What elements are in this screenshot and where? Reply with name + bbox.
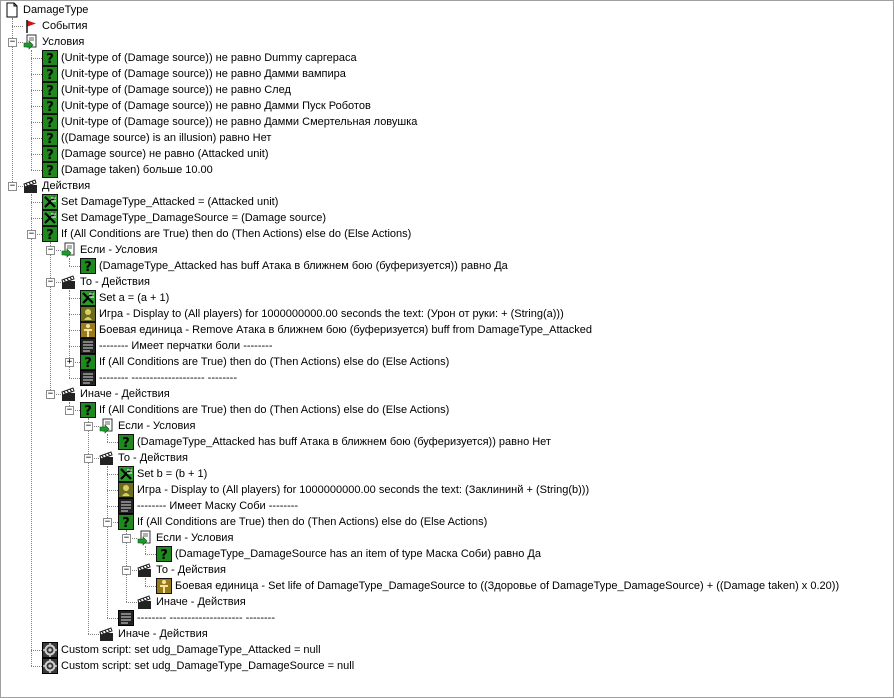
tree-node-t4[interactable] <box>80 338 273 354</box>
tree-connector <box>31 50 32 170</box>
tree-node-label[interactable]: (Unit-type of (Damage source)) не равно Дамми вампира <box>61 68 346 80</box>
tree-node-label[interactable]: (Unit-type of (Damage source)) не равно Дамми Смертельная ловушка <box>61 116 418 128</box>
tree-node-label[interactable]: Игра - Display to (All players) for 1000000000.00 seconds the text: (Заклининй + (String(b))) <box>137 484 590 496</box>
tree-connector <box>107 442 118 443</box>
tree-node-label[interactable]: То - Действия <box>118 452 188 464</box>
tree-node-label[interactable]: -------- -------------------- -------- <box>137 612 275 624</box>
tree-node-t2[interactable] <box>80 306 564 322</box>
comment-icon <box>80 338 96 354</box>
tree-node-c5[interactable] <box>42 114 417 130</box>
comment-icon <box>80 370 96 386</box>
collapse-icon[interactable]: − <box>123 533 130 543</box>
tree-node-label[interactable]: Игра - Display to (All players) for 1000000000.00 seconds the text: (Урон от руки: + (String(a))) <box>99 308 564 320</box>
tree-node-s1[interactable] <box>42 642 321 658</box>
tree-connector <box>31 218 42 219</box>
svg-text:?: ? <box>122 436 130 450</box>
collapse-icon[interactable]: − <box>47 245 54 255</box>
unit-icon <box>156 578 172 594</box>
tree-node-if3e[interactable] <box>137 594 246 610</box>
tree-node-label[interactable]: Иначе - Действия <box>156 596 246 608</box>
set-variable-icon <box>80 290 96 306</box>
collapse-icon[interactable]: − <box>9 181 16 191</box>
tree-node-label[interactable]: If (All Conditions are True) then do (Then Actions) else do (Else Actions) <box>99 356 450 368</box>
collapse-icon[interactable]: − <box>47 389 54 399</box>
document-icon <box>4 2 20 18</box>
tree-connector <box>145 578 146 586</box>
tree-node-label[interactable]: Боевая единица - Set life of DamageType_DamageSource to ((Здоровье of DamageType_DamageSource) + ((Damage taken) x 0.20)) <box>175 580 840 592</box>
svg-text:?: ? <box>46 84 54 98</box>
collapse-icon[interactable]: − <box>66 405 73 415</box>
clapper-icon <box>61 274 77 290</box>
svg-text:?: ? <box>46 228 54 242</box>
tree-node-label[interactable]: (Damage source) не равно (Attacked unit) <box>61 148 269 160</box>
clapper-icon <box>137 594 153 610</box>
tree-node-label[interactable]: If (All Conditions are True) then do (Then Actions) else do (Else Actions) <box>137 516 488 528</box>
tree-node-label[interactable]: Иначе - Действия <box>80 388 170 400</box>
tree-node-u1[interactable] <box>118 466 207 482</box>
question-icon <box>118 434 134 450</box>
tree-node-u5[interactable] <box>118 610 275 626</box>
tree-node-label[interactable]: Custom script: set udg_DamageType_Attacked = null <box>61 644 321 656</box>
tree-node-label[interactable]: Если - Условия <box>80 244 158 256</box>
question-icon <box>42 114 58 130</box>
tree-node-label[interactable]: Set DamageType_Attacked = (Attacked unit) <box>61 196 279 208</box>
tree-connector <box>31 170 42 171</box>
collapse-icon[interactable]: − <box>123 565 130 575</box>
tree-connector <box>69 258 70 266</box>
tree-node-if1c[interactable] <box>61 242 157 258</box>
tree-node-label[interactable]: То - Действия <box>156 564 226 576</box>
tree-node-label[interactable]: События <box>42 20 88 32</box>
tree-node-label[interactable]: (Damage taken) больше 10.00 <box>61 164 213 176</box>
clapper-icon <box>61 386 77 402</box>
expand-icon[interactable]: + <box>66 357 73 367</box>
tree-node-if3t[interactable] <box>137 562 226 578</box>
tree-node-c8[interactable] <box>42 162 213 178</box>
collapse-icon[interactable]: − <box>104 517 111 527</box>
question-icon <box>118 514 134 530</box>
tree-node-label[interactable]: Если - Условия <box>118 420 196 432</box>
clapper-icon <box>99 626 115 642</box>
tree-node-label[interactable]: Иначе - Действия <box>118 628 208 640</box>
tree-node-t3[interactable] <box>80 322 592 338</box>
tree-connector <box>145 554 156 555</box>
svg-text:?: ? <box>84 260 92 274</box>
question-icon <box>156 546 172 562</box>
tree-connector <box>12 26 23 27</box>
collapse-icon[interactable]: − <box>85 453 92 463</box>
tree-node-label[interactable]: Set DamageType_DamageSource = (Damage source) <box>61 212 327 224</box>
clapper-icon <box>99 450 115 466</box>
tree-node-if2e[interactable] <box>99 626 208 642</box>
tree-connector <box>145 586 156 587</box>
tree-node-label[interactable]: -------- Имеет перчатки боли -------- <box>99 340 273 352</box>
tree-node-u3[interactable] <box>118 498 298 514</box>
tree-node-if3[interactable] <box>118 514 487 530</box>
tree-node-t1[interactable] <box>80 290 169 306</box>
question-icon <box>42 146 58 162</box>
question-icon <box>42 82 58 98</box>
tree-node-t5[interactable] <box>80 354 449 370</box>
tree-node-s2[interactable] <box>42 658 354 674</box>
collapse-icon[interactable]: − <box>28 229 35 239</box>
tree-node-conds[interactable] <box>23 34 84 50</box>
question-icon <box>80 354 96 370</box>
tree-node-a1[interactable] <box>42 194 278 210</box>
tree-connector <box>31 194 32 666</box>
tree-node-label[interactable]: DamageType <box>23 4 89 16</box>
question-icon <box>42 66 58 82</box>
question-icon <box>80 258 96 274</box>
tree-node-if1e[interactable] <box>61 386 170 402</box>
tree-connector <box>107 474 118 475</box>
tree-node-label[interactable]: Если - Условия <box>156 532 234 544</box>
question-icon <box>42 226 58 242</box>
tree-node-if2c1[interactable] <box>118 434 551 450</box>
tree-node-label[interactable]: (DamageType_Attacked has buff Атака в ближнем бою (буферизуется)) равно Нет <box>137 436 551 448</box>
tree-node-label[interactable]: То - Действия <box>80 276 150 288</box>
tree-connector <box>69 298 80 299</box>
clapper-icon <box>137 562 153 578</box>
script-icon <box>42 658 58 674</box>
tree-node-label[interactable]: Условия <box>42 36 85 48</box>
trigger-tree[interactable] <box>1 1 893 697</box>
set-variable-icon <box>118 466 134 482</box>
tree-node-label[interactable]: Set a = (a + 1) <box>99 292 170 304</box>
tree-node-if3t1[interactable] <box>156 578 839 594</box>
tree-node-label[interactable]: (Unit-type of (Damage source)) не равно Dummy саргераса <box>61 52 357 64</box>
tree-node-label[interactable]: Боевая единица - Remove Атака в ближнем бою (буферизуется) buff from DamageType_Attacked <box>99 324 592 336</box>
tree-node-c3[interactable] <box>42 82 291 98</box>
question-icon <box>42 162 58 178</box>
conditions-icon <box>23 34 39 50</box>
clapper-icon <box>23 178 39 194</box>
tree-node-label[interactable]: (DamageType_Attacked has buff Атака в ближнем бою (буферизуется)) равно Да <box>99 260 508 272</box>
conditions-icon <box>61 242 77 258</box>
tree-node-u2[interactable] <box>118 482 589 498</box>
svg-text:?: ? <box>84 404 92 418</box>
tree-node-root[interactable] <box>4 2 88 18</box>
tree-node-label[interactable]: (Unit-type of (Damage source)) не равно Дамми Пуск Роботов <box>61 100 371 112</box>
unit-icon <box>80 322 96 338</box>
tree-connector <box>31 74 42 75</box>
svg-text:?: ? <box>84 356 92 370</box>
tree-connector <box>31 58 42 59</box>
tree-node-label[interactable]: If (All Conditions are True) then do (Then Actions) else do (Else Actions) <box>61 228 412 240</box>
comment-icon <box>118 498 134 514</box>
tree-node-t6[interactable] <box>80 370 237 386</box>
tree-connector <box>88 634 99 635</box>
game-icon <box>118 482 134 498</box>
question-icon <box>42 98 58 114</box>
game-icon <box>80 306 96 322</box>
svg-text:?: ? <box>122 516 130 530</box>
svg-text:?: ? <box>46 164 54 178</box>
question-icon <box>42 50 58 66</box>
tree-connector <box>145 546 146 554</box>
conditions-icon <box>137 530 153 546</box>
tree-node-label[interactable]: -------- -------------------- -------- <box>99 372 237 384</box>
tree-connector <box>107 490 118 491</box>
conditions-icon <box>99 418 115 434</box>
tree-node-if2[interactable] <box>80 402 449 418</box>
tree-node-label[interactable]: Custom script: set udg_DamageType_DamageSource = null <box>61 660 355 672</box>
tree-node-c2[interactable] <box>42 66 346 82</box>
tree-connector <box>69 378 80 379</box>
tree-connector <box>31 666 42 667</box>
tree-node-label[interactable]: -------- Имеет Маску Соби -------- <box>137 500 299 512</box>
tree-connector <box>69 330 80 331</box>
tree-connector <box>69 314 80 315</box>
tree-connector <box>69 266 80 267</box>
tree-connector <box>107 506 118 507</box>
tree-node-label[interactable]: (Unit-type of (Damage source)) не равно След <box>61 84 291 96</box>
comment-icon <box>118 610 134 626</box>
svg-text:?: ? <box>46 52 54 66</box>
question-icon <box>42 130 58 146</box>
svg-text:?: ? <box>46 116 54 130</box>
tree-connector <box>107 618 118 619</box>
tree-connector <box>50 242 51 394</box>
set-variable-icon <box>42 194 58 210</box>
tree-node-a2[interactable] <box>42 210 326 226</box>
tree-node-acts[interactable] <box>23 178 90 194</box>
svg-text:?: ? <box>46 132 54 146</box>
svg-text:?: ? <box>160 548 168 562</box>
tree-node-if1c1[interactable] <box>80 258 508 274</box>
svg-text:?: ? <box>46 148 54 162</box>
tree-node-if1t[interactable] <box>61 274 150 290</box>
tree-connector <box>88 418 89 634</box>
tree-node-label[interactable]: If (All Conditions are True) then do (Then Actions) else do (Else Actions) <box>99 404 450 416</box>
tree-connector <box>126 602 137 603</box>
tree-node-events[interactable] <box>23 18 87 34</box>
script-icon <box>42 642 58 658</box>
question-icon <box>80 402 96 418</box>
tree-node-if2c[interactable] <box>99 418 195 434</box>
collapse-icon[interactable]: − <box>85 421 92 431</box>
tree-connector <box>31 90 42 91</box>
tree-node-if3c1[interactable] <box>156 546 541 562</box>
svg-text:?: ? <box>46 100 54 114</box>
tree-node-c4[interactable] <box>42 98 371 114</box>
tree-connector <box>107 466 108 618</box>
tree-connector <box>31 138 42 139</box>
collapse-icon[interactable]: − <box>47 277 54 287</box>
set-variable-icon <box>42 210 58 226</box>
tree-node-label[interactable]: ((Damage source) is an illusion) равно Нет <box>61 132 272 144</box>
tree-node-label[interactable]: (DamageType_DamageSource has an item of type Маска Соби) равно Да <box>175 548 541 560</box>
tree-connector <box>31 202 42 203</box>
tree-node-label[interactable]: Set b = (b + 1) <box>137 468 208 480</box>
tree-connector <box>69 346 80 347</box>
tree-connector <box>31 106 42 107</box>
tree-node-if2t[interactable] <box>99 450 188 466</box>
flag-icon <box>23 18 39 34</box>
tree-connector <box>31 650 42 651</box>
svg-text:?: ? <box>46 68 54 82</box>
tree-node-c1[interactable] <box>42 50 357 66</box>
tree-connector <box>107 434 108 442</box>
tree-node-if3c[interactable] <box>137 530 233 546</box>
collapse-icon[interactable]: − <box>9 37 16 47</box>
tree-node-if1[interactable] <box>42 226 411 242</box>
tree-node-c7[interactable] <box>42 146 269 162</box>
tree-node-c6[interactable] <box>42 130 271 146</box>
tree-connector <box>31 122 42 123</box>
tree-node-label[interactable]: Действия <box>42 180 91 192</box>
tree-connector <box>31 154 42 155</box>
